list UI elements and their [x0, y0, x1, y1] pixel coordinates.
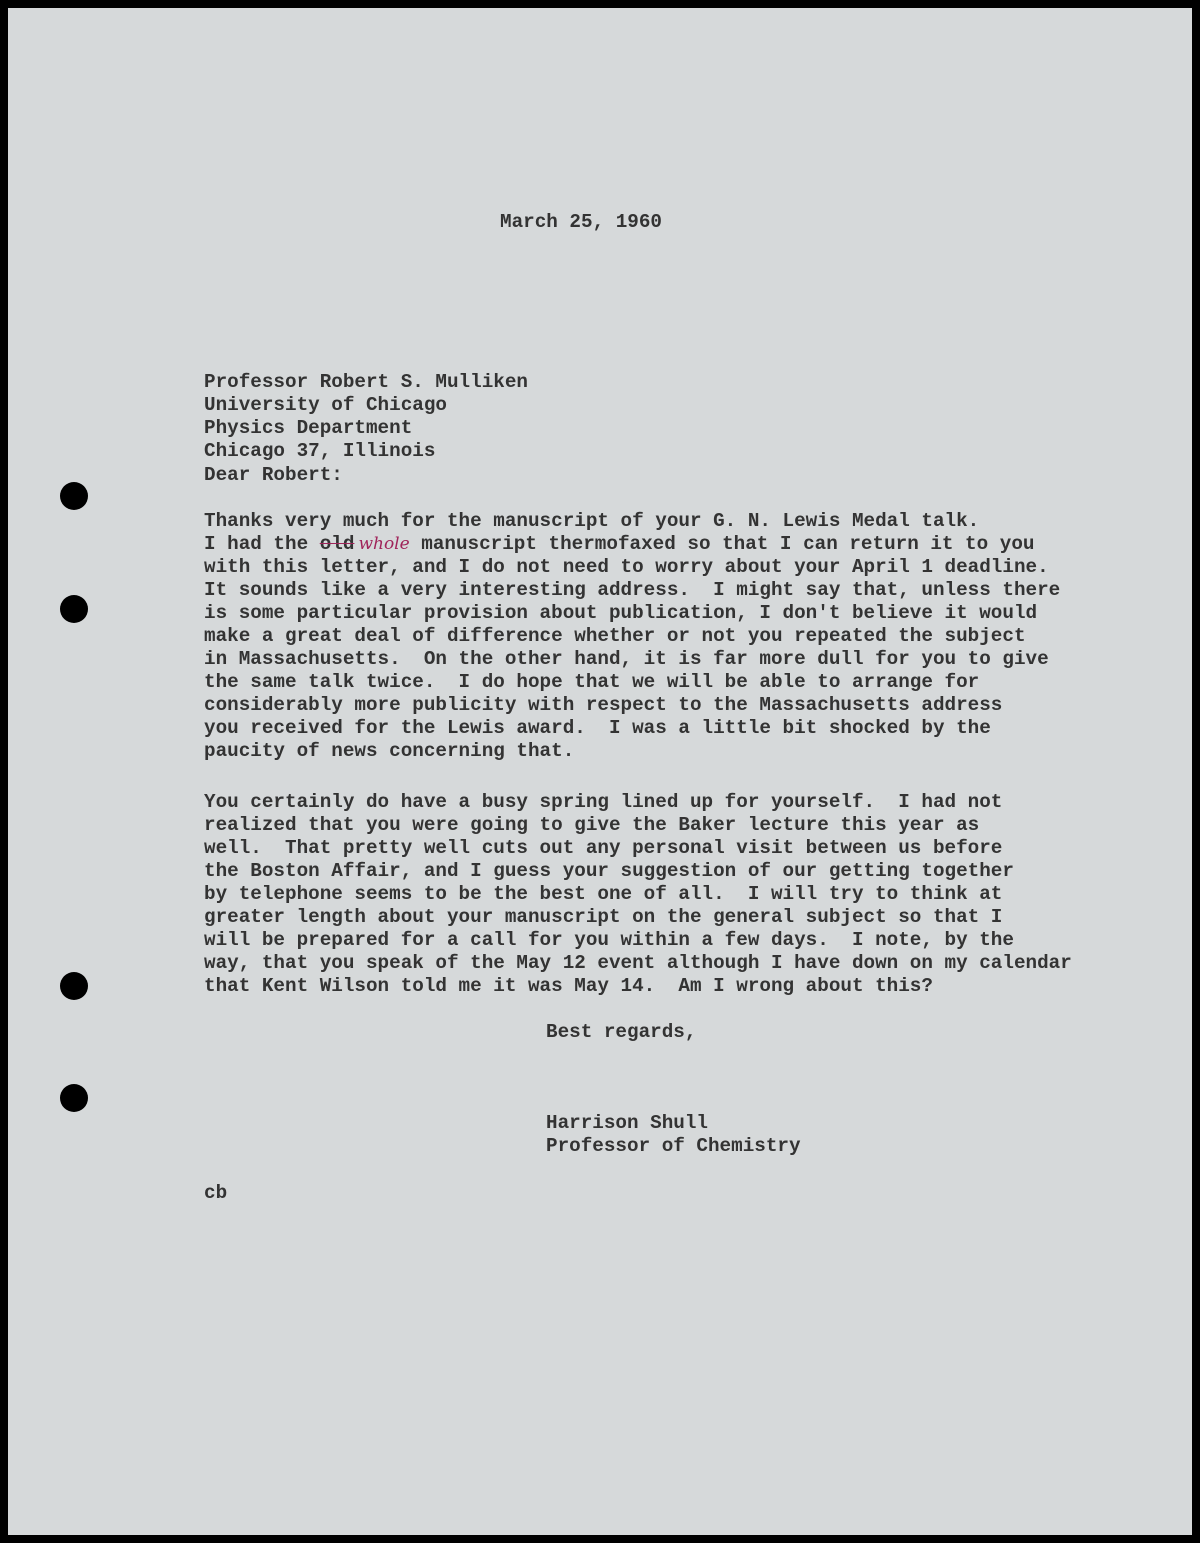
signer-name: Harrison Shull [546, 1112, 708, 1134]
typist-initials: cb [204, 1182, 228, 1204]
closing: Best regards, [546, 1021, 697, 1043]
paragraph-line: You certainly do have a busy spring lined up for yourself. I had not [204, 791, 1003, 813]
paragraph-line: make a great deal of difference whether or not you repeated the subject [204, 625, 1026, 647]
paragraph-1 [204, 510, 1060, 763]
binder-hole [60, 972, 88, 1000]
paragraph-line: by telephone seems to be the best one of all. I will try to think at [204, 883, 1003, 905]
paragraph-line: that Kent Wilson told me it was May 14. Am I wrong about this? [204, 975, 933, 997]
paragraph-line: in Massachusetts. On the other hand, it is far more dull for you to give [204, 648, 1049, 670]
text-segment: I had the [204, 533, 320, 555]
salutation: Dear Robert: [204, 464, 343, 486]
paragraph-line: paucity of news concerning that. [204, 740, 575, 762]
paragraph-line: way, that you speak of the May 12 event although I have down on my calendar [204, 952, 1072, 974]
paragraph-line: well. That pretty well cuts out any personal visit between us before [204, 837, 1003, 859]
address-line: Physics Department [204, 417, 413, 439]
paragraph-2 [204, 791, 1072, 998]
binder-hole [60, 1084, 88, 1112]
address-line: Professor Robert S. Mulliken [204, 371, 528, 393]
paragraph-line: greater length about your manuscript on the general subject so that I [204, 906, 1003, 928]
address-line: Chicago 37, Illinois [204, 440, 436, 462]
paragraph-line: realized that you were going to give the Baker lecture this year as [204, 814, 980, 836]
paragraph-line: the Boston Affair, and I guess your suggestion of our getting together [204, 860, 1014, 882]
paragraph-line-edited [204, 533, 1060, 556]
handwritten-correction: whole [358, 534, 410, 554]
paragraph-line: is some particular provision about publication, I don't believe it would [204, 602, 1038, 624]
paragraph-line: It sounds like a very interesting address. I might say that, unless there [204, 579, 1061, 601]
paragraph-line: with this letter, and I do not need to worry about your April 1 deadline. [204, 556, 1049, 578]
address-line: University of Chicago [204, 394, 447, 416]
text-segment: manuscript thermofaxed so that I can return it to you [409, 533, 1035, 555]
binder-hole [60, 595, 88, 623]
signer-title: Professor of Chemistry [546, 1135, 801, 1157]
paragraph-line: will be prepared for a call for you within a few days. I note, by the [204, 929, 1014, 951]
struck-word: old [319, 533, 355, 555]
paragraph-line: the same talk twice. I do hope that we will be able to arrange for [204, 671, 980, 693]
paragraph-line: Thanks very much for the manuscript of your G. N. Lewis Medal talk. [204, 510, 980, 532]
letter-page [8, 8, 1192, 1535]
paragraph-line: you received for the Lewis award. I was a little bit shocked by the [204, 717, 991, 739]
letter-date: March 25, 1960 [500, 211, 662, 233]
recipient-address [204, 371, 528, 463]
paragraph-line: considerably more publicity with respect to the Massachusetts address [204, 694, 1003, 716]
binder-hole [60, 482, 88, 510]
